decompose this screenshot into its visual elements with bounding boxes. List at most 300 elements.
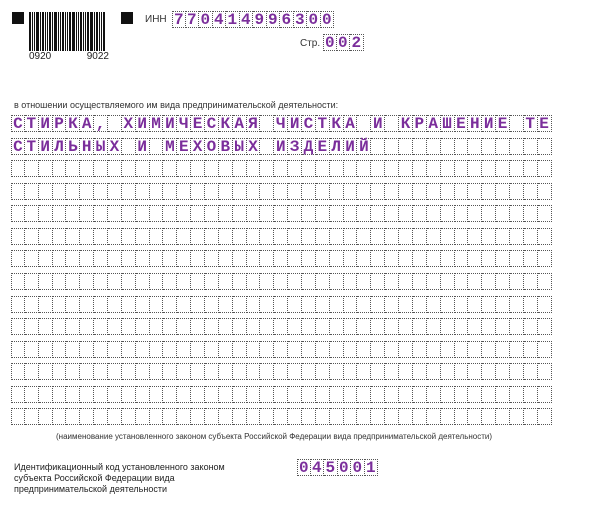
letter-cell[interactable] — [260, 205, 274, 222]
letter-cell[interactable] — [122, 273, 136, 290]
letter-cell[interactable] — [274, 386, 288, 403]
letter-cell[interactable] — [413, 318, 427, 335]
letter-cell[interactable] — [496, 408, 510, 425]
letter-cell[interactable]: С — [11, 138, 25, 155]
letter-cell[interactable] — [288, 296, 302, 313]
letter-cell[interactable] — [150, 205, 164, 222]
letter-cell[interactable] — [413, 341, 427, 358]
letter-cell[interactable] — [455, 273, 469, 290]
activity-row[interactable] — [11, 250, 552, 267]
letter-cell[interactable] — [25, 386, 39, 403]
letter-cell[interactable] — [441, 183, 455, 200]
letter-cell[interactable] — [205, 363, 219, 380]
letter-cell[interactable] — [260, 408, 274, 425]
letter-cell[interactable] — [482, 250, 496, 267]
letter-cell[interactable] — [538, 160, 552, 177]
letter-cell[interactable] — [316, 296, 330, 313]
letter-cell[interactable] — [219, 386, 233, 403]
letter-cell[interactable] — [205, 341, 219, 358]
letter-cell[interactable] — [427, 273, 441, 290]
letter-cell[interactable] — [53, 341, 67, 358]
letter-cell[interactable] — [108, 160, 122, 177]
letter-cell[interactable] — [150, 363, 164, 380]
letter-cell[interactable] — [136, 250, 150, 267]
letter-cell[interactable]: И — [39, 138, 53, 155]
activity-row[interactable] — [11, 318, 552, 335]
letter-cell[interactable] — [455, 138, 469, 155]
letter-cell[interactable] — [233, 250, 247, 267]
letter-cell[interactable] — [385, 183, 399, 200]
letter-cell[interactable]: И — [136, 138, 150, 155]
letter-cell[interactable] — [496, 205, 510, 222]
letter-cell[interactable] — [177, 205, 191, 222]
letter-cell[interactable] — [233, 183, 247, 200]
letter-cell[interactable] — [413, 296, 427, 313]
letter-cell[interactable] — [344, 183, 358, 200]
letter-cell[interactable]: Н — [80, 138, 94, 155]
letter-cell[interactable] — [163, 408, 177, 425]
letter-cell[interactable] — [330, 341, 344, 358]
digit-cell[interactable]: 0 — [324, 33, 335, 52]
letter-cell[interactable]: А — [80, 115, 94, 132]
letter-cell[interactable] — [399, 250, 413, 267]
letter-cell[interactable]: К — [330, 115, 344, 132]
letter-cell[interactable] — [136, 318, 150, 335]
letter-cell[interactable] — [150, 318, 164, 335]
letter-cell[interactable] — [427, 160, 441, 177]
letter-cell[interactable]: Е — [191, 115, 205, 132]
letter-cell[interactable] — [441, 250, 455, 267]
letter-cell[interactable] — [468, 318, 482, 335]
letter-cell[interactable] — [357, 341, 371, 358]
letter-cell[interactable] — [122, 318, 136, 335]
letter-cell[interactable] — [316, 386, 330, 403]
digit-cell[interactable]: 4 — [311, 459, 325, 476]
letter-cell[interactable] — [427, 296, 441, 313]
digit-cell[interactable]: 6 — [280, 11, 294, 28]
letter-cell[interactable] — [385, 341, 399, 358]
activity-row[interactable] — [11, 341, 552, 358]
letter-cell[interactable] — [427, 363, 441, 380]
letter-cell[interactable] — [122, 341, 136, 358]
letter-cell[interactable]: Е — [177, 138, 191, 155]
letter-cell[interactable] — [371, 273, 385, 290]
letter-cell[interactable] — [108, 408, 122, 425]
letter-cell[interactable] — [455, 296, 469, 313]
letter-cell[interactable] — [371, 228, 385, 245]
letter-cell[interactable] — [11, 183, 25, 200]
letter-cell[interactable] — [53, 228, 67, 245]
letter-cell[interactable] — [233, 386, 247, 403]
letter-cell[interactable] — [205, 273, 219, 290]
letter-cell[interactable] — [205, 160, 219, 177]
letter-cell[interactable] — [260, 160, 274, 177]
letter-cell[interactable] — [441, 273, 455, 290]
letter-cell[interactable] — [53, 363, 67, 380]
letter-cell[interactable] — [136, 183, 150, 200]
letter-cell[interactable] — [11, 363, 25, 380]
activity-row[interactable] — [11, 115, 552, 132]
letter-cell[interactable] — [219, 183, 233, 200]
letter-cell[interactable] — [385, 250, 399, 267]
letter-cell[interactable] — [191, 363, 205, 380]
letter-cell[interactable] — [94, 363, 108, 380]
letter-cell[interactable] — [413, 363, 427, 380]
letter-cell[interactable] — [247, 250, 261, 267]
letter-cell[interactable] — [150, 296, 164, 313]
letter-cell[interactable] — [274, 408, 288, 425]
letter-cell[interactable] — [496, 296, 510, 313]
letter-cell[interactable] — [427, 250, 441, 267]
letter-cell[interactable] — [66, 386, 80, 403]
activity-row[interactable] — [11, 363, 552, 380]
letter-cell[interactable] — [177, 183, 191, 200]
letter-cell[interactable]: Н — [468, 115, 482, 132]
letter-cell[interactable] — [496, 250, 510, 267]
letter-cell[interactable] — [150, 341, 164, 358]
letter-cell[interactable] — [39, 341, 53, 358]
letter-cell[interactable] — [524, 160, 538, 177]
letter-cell[interactable] — [177, 250, 191, 267]
letter-cell[interactable] — [191, 341, 205, 358]
letter-cell[interactable] — [274, 296, 288, 313]
letter-cell[interactable] — [441, 363, 455, 380]
letter-cell[interactable] — [66, 205, 80, 222]
letter-cell[interactable]: Д — [302, 138, 316, 155]
letter-cell[interactable] — [441, 318, 455, 335]
letter-cell[interactable] — [455, 160, 469, 177]
letter-cell[interactable] — [385, 318, 399, 335]
letter-cell[interactable] — [80, 341, 94, 358]
letter-cell[interactable] — [66, 273, 80, 290]
letter-cell[interactable]: Т — [25, 115, 39, 132]
digit-cell[interactable]: 0 — [321, 11, 335, 28]
letter-cell[interactable] — [11, 296, 25, 313]
letter-cell[interactable] — [80, 363, 94, 380]
letter-cell[interactable] — [108, 273, 122, 290]
letter-cell[interactable] — [357, 273, 371, 290]
letter-cell[interactable] — [399, 408, 413, 425]
letter-cell[interactable] — [260, 138, 274, 155]
letter-cell[interactable] — [344, 341, 358, 358]
letter-cell[interactable] — [66, 408, 80, 425]
letter-cell[interactable] — [441, 205, 455, 222]
letter-cell[interactable] — [177, 363, 191, 380]
letter-cell[interactable] — [177, 341, 191, 358]
letter-cell[interactable] — [94, 160, 108, 177]
letter-cell[interactable] — [371, 363, 385, 380]
letter-cell[interactable] — [344, 296, 358, 313]
letter-cell[interactable] — [288, 408, 302, 425]
letter-cell[interactable]: Я — [247, 115, 261, 132]
letter-cell[interactable] — [302, 228, 316, 245]
letter-cell[interactable] — [385, 138, 399, 155]
letter-cell[interactable] — [385, 408, 399, 425]
letter-cell[interactable] — [524, 228, 538, 245]
activity-row[interactable] — [11, 160, 552, 177]
letter-cell[interactable] — [455, 386, 469, 403]
letter-cell[interactable] — [122, 408, 136, 425]
letter-cell[interactable] — [510, 250, 524, 267]
letter-cell[interactable] — [482, 228, 496, 245]
digit-cell[interactable]: 5 — [324, 459, 338, 476]
letter-cell[interactable] — [316, 408, 330, 425]
letter-cell[interactable] — [53, 183, 67, 200]
letter-cell[interactable] — [468, 341, 482, 358]
letter-cell[interactable] — [538, 183, 552, 200]
letter-cell[interactable]: Е — [455, 115, 469, 132]
letter-cell[interactable] — [11, 228, 25, 245]
letter-cell[interactable] — [260, 250, 274, 267]
letter-cell[interactable] — [25, 250, 39, 267]
letter-cell[interactable] — [25, 273, 39, 290]
letter-cell[interactable] — [122, 205, 136, 222]
letter-cell[interactable] — [136, 228, 150, 245]
letter-cell[interactable] — [11, 318, 25, 335]
letter-cell[interactable]: М — [150, 115, 164, 132]
letter-cell[interactable] — [441, 160, 455, 177]
letter-cell[interactable] — [399, 296, 413, 313]
letter-cell[interactable] — [39, 228, 53, 245]
id-code-field[interactable] — [297, 459, 378, 476]
letter-cell[interactable]: Л — [330, 138, 344, 155]
letter-cell[interactable] — [205, 205, 219, 222]
letter-cell[interactable] — [219, 408, 233, 425]
letter-cell[interactable] — [219, 228, 233, 245]
letter-cell[interactable] — [39, 205, 53, 222]
letter-cell[interactable] — [191, 205, 205, 222]
letter-cell[interactable] — [330, 228, 344, 245]
letter-cell[interactable] — [316, 363, 330, 380]
letter-cell[interactable] — [538, 228, 552, 245]
letter-cell[interactable]: Х — [122, 115, 136, 132]
letter-cell[interactable] — [482, 363, 496, 380]
letter-cell[interactable] — [302, 273, 316, 290]
letter-cell[interactable] — [427, 318, 441, 335]
letter-cell[interactable] — [357, 250, 371, 267]
letter-cell[interactable] — [510, 408, 524, 425]
letter-cell[interactable] — [357, 205, 371, 222]
activity-row[interactable] — [11, 228, 552, 245]
letter-cell[interactable] — [413, 160, 427, 177]
letter-cell[interactable] — [191, 228, 205, 245]
letter-cell[interactable] — [80, 296, 94, 313]
letter-cell[interactable] — [260, 318, 274, 335]
letter-cell[interactable] — [427, 183, 441, 200]
letter-cell[interactable]: О — [205, 138, 219, 155]
letter-cell[interactable] — [455, 183, 469, 200]
letter-cell[interactable] — [11, 160, 25, 177]
activity-row[interactable] — [11, 205, 552, 222]
letter-cell[interactable] — [233, 318, 247, 335]
letter-cell[interactable]: З — [288, 138, 302, 155]
letter-cell[interactable]: Х — [191, 138, 205, 155]
letter-cell[interactable] — [53, 318, 67, 335]
letter-cell[interactable] — [330, 183, 344, 200]
letter-cell[interactable] — [80, 386, 94, 403]
digit-cell[interactable]: 9 — [267, 11, 281, 28]
letter-cell[interactable] — [371, 250, 385, 267]
letter-cell[interactable] — [163, 205, 177, 222]
letter-cell[interactable] — [344, 228, 358, 245]
letter-cell[interactable] — [371, 160, 385, 177]
letter-cell[interactable] — [302, 341, 316, 358]
letter-cell[interactable] — [219, 363, 233, 380]
letter-cell[interactable] — [233, 408, 247, 425]
letter-cell[interactable] — [274, 205, 288, 222]
letter-cell[interactable] — [302, 363, 316, 380]
letter-cell[interactable] — [80, 273, 94, 290]
letter-cell[interactable] — [330, 386, 344, 403]
letter-cell[interactable] — [191, 273, 205, 290]
letter-cell[interactable] — [163, 183, 177, 200]
letter-cell[interactable] — [11, 341, 25, 358]
letter-cell[interactable] — [455, 205, 469, 222]
letter-cell[interactable] — [80, 408, 94, 425]
digit-cell[interactable]: 9 — [253, 11, 267, 28]
digit-cell[interactable]: 0 — [351, 459, 365, 476]
letter-cell[interactable] — [122, 160, 136, 177]
letter-cell[interactable] — [80, 250, 94, 267]
letter-cell[interactable] — [108, 386, 122, 403]
letter-cell[interactable] — [371, 341, 385, 358]
letter-cell[interactable] — [399, 318, 413, 335]
letter-cell[interactable] — [413, 228, 427, 245]
letter-cell[interactable] — [219, 205, 233, 222]
digit-cell[interactable]: 4 — [240, 11, 254, 28]
letter-cell[interactable] — [455, 341, 469, 358]
letter-cell[interactable] — [11, 205, 25, 222]
letter-cell[interactable] — [108, 318, 122, 335]
letter-cell[interactable] — [274, 183, 288, 200]
letter-cell[interactable] — [39, 363, 53, 380]
letter-cell[interactable] — [441, 341, 455, 358]
letter-cell[interactable] — [122, 228, 136, 245]
activity-row[interactable] — [11, 138, 552, 155]
letter-cell[interactable] — [357, 115, 371, 132]
letter-cell[interactable] — [316, 183, 330, 200]
letter-cell[interactable] — [468, 296, 482, 313]
letter-cell[interactable]: И — [39, 115, 53, 132]
letter-cell[interactable] — [371, 386, 385, 403]
letter-cell[interactable] — [385, 228, 399, 245]
letter-cell[interactable] — [53, 408, 67, 425]
letter-cell[interactable] — [399, 160, 413, 177]
letter-cell[interactable] — [260, 183, 274, 200]
letter-cell[interactable]: К — [66, 115, 80, 132]
letter-cell[interactable] — [510, 318, 524, 335]
letter-cell[interactable] — [344, 273, 358, 290]
letter-cell[interactable] — [330, 205, 344, 222]
letter-cell[interactable] — [274, 341, 288, 358]
letter-cell[interactable] — [150, 408, 164, 425]
letter-cell[interactable] — [247, 386, 261, 403]
letter-cell[interactable] — [274, 250, 288, 267]
letter-cell[interactable] — [524, 296, 538, 313]
letter-cell[interactable] — [191, 408, 205, 425]
letter-cell[interactable] — [66, 341, 80, 358]
letter-cell[interactable] — [482, 386, 496, 403]
letter-cell[interactable] — [150, 250, 164, 267]
letter-cell[interactable] — [344, 363, 358, 380]
letter-cell[interactable] — [302, 183, 316, 200]
letter-cell[interactable] — [427, 205, 441, 222]
digit-cell[interactable]: 1 — [226, 11, 240, 28]
letter-cell[interactable] — [357, 228, 371, 245]
letter-cell[interactable]: Ы — [94, 138, 108, 155]
letter-cell[interactable] — [11, 386, 25, 403]
letter-cell[interactable] — [288, 363, 302, 380]
letter-cell[interactable] — [524, 408, 538, 425]
letter-cell[interactable]: , — [94, 115, 108, 132]
letter-cell[interactable] — [80, 160, 94, 177]
letter-cell[interactable] — [233, 160, 247, 177]
letter-cell[interactable] — [150, 273, 164, 290]
letter-cell[interactable] — [357, 363, 371, 380]
letter-cell[interactable] — [94, 318, 108, 335]
letter-cell[interactable] — [482, 205, 496, 222]
letter-cell[interactable] — [247, 296, 261, 313]
letter-cell[interactable]: Х — [108, 138, 122, 155]
letter-cell[interactable] — [205, 250, 219, 267]
letter-cell[interactable] — [122, 138, 136, 155]
letter-cell[interactable] — [510, 386, 524, 403]
letter-cell[interactable] — [330, 296, 344, 313]
letter-cell[interactable] — [510, 205, 524, 222]
letter-cell[interactable] — [108, 341, 122, 358]
letter-cell[interactable] — [108, 228, 122, 245]
letter-cell[interactable] — [11, 408, 25, 425]
letter-cell[interactable] — [247, 160, 261, 177]
letter-cell[interactable] — [399, 183, 413, 200]
letter-cell[interactable] — [399, 138, 413, 155]
letter-cell[interactable] — [247, 273, 261, 290]
letter-cell[interactable] — [163, 160, 177, 177]
letter-cell[interactable]: Ч — [274, 115, 288, 132]
letter-cell[interactable] — [150, 160, 164, 177]
letter-cell[interactable] — [344, 205, 358, 222]
letter-cell[interactable] — [108, 363, 122, 380]
letter-cell[interactable] — [53, 273, 67, 290]
letter-cell[interactable] — [260, 228, 274, 245]
letter-cell[interactable] — [357, 183, 371, 200]
letter-cell[interactable] — [399, 341, 413, 358]
letter-cell[interactable]: Х — [247, 138, 261, 155]
letter-cell[interactable] — [538, 296, 552, 313]
letter-cell[interactable] — [94, 341, 108, 358]
letter-cell[interactable]: И — [163, 115, 177, 132]
letter-cell[interactable] — [53, 160, 67, 177]
letter-cell[interactable] — [25, 205, 39, 222]
letter-cell[interactable] — [136, 160, 150, 177]
letter-cell[interactable] — [233, 205, 247, 222]
letter-cell[interactable] — [510, 363, 524, 380]
letter-cell[interactable] — [482, 318, 496, 335]
letter-cell[interactable] — [316, 341, 330, 358]
letter-cell[interactable] — [399, 386, 413, 403]
letter-cell[interactable]: К — [219, 115, 233, 132]
letter-cell[interactable] — [274, 228, 288, 245]
letter-cell[interactable] — [385, 273, 399, 290]
letter-cell[interactable] — [371, 205, 385, 222]
letter-cell[interactable] — [524, 341, 538, 358]
letter-cell[interactable] — [482, 160, 496, 177]
letter-cell[interactable]: Ь — [66, 138, 80, 155]
letter-cell[interactable] — [302, 205, 316, 222]
letter-cell[interactable] — [427, 228, 441, 245]
letter-cell[interactable]: И — [274, 138, 288, 155]
letter-cell[interactable] — [39, 296, 53, 313]
